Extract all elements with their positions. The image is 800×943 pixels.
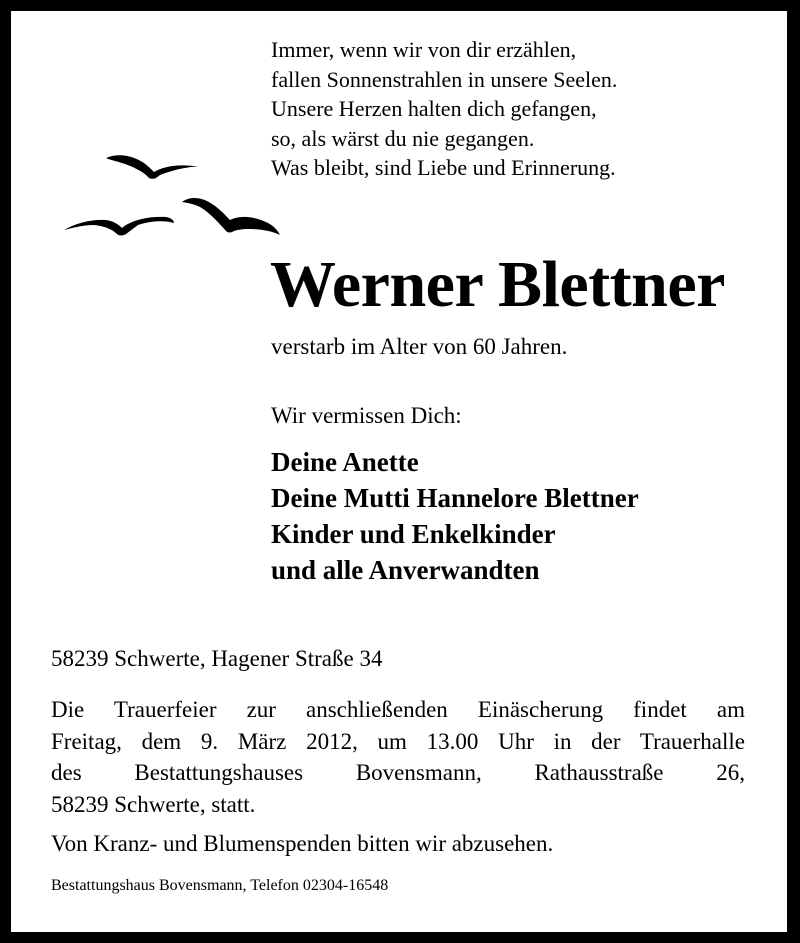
bird-icon — [106, 155, 200, 178]
mourners-intro: Wir vermissen Dich: — [271, 403, 462, 428]
mourner-name: Deine Anette — [271, 447, 419, 477]
bird-icon — [182, 198, 280, 235]
age-statement: verstarb im Alter von 60 Jahren. — [271, 334, 568, 359]
funeral-home-contact: Bestattungshaus Bovensmann, Telefon 02304-16548 — [51, 877, 389, 894]
ceremony-line: 58239 Schwerte, statt. — [51, 791, 256, 817]
bird-icon — [64, 217, 174, 236]
poem-line: so, als wärst du nie gegangen. — [271, 125, 535, 151]
mourner-name: Deine Mutti Hannelore Blettner — [271, 483, 639, 513]
poem-line: Unsere Herzen halten dich gefangen, — [271, 96, 597, 121]
family-address: 58239 Schwerte, Hagener Straße 34 — [51, 646, 383, 671]
flowers-note: Von Kranz- und Blumenspenden bitten wir abzusehen. — [51, 831, 554, 856]
ceremony-line: Die Trauerfeier zur anschließenden Einäscherung findet am — [51, 697, 745, 722]
flying-birds-icon — [58, 145, 288, 245]
poem-line: fallen Sonnenstrahlen in unsere Seelen. — [271, 66, 618, 92]
ceremony-line: Freitag, dem 9. März 2012, um 13.00 Uhr in der Trauerhalle — [51, 728, 745, 754]
deceased-name: Werner Blettner — [270, 248, 725, 321]
poem-line: Was bleibt, sind Liebe und Erinnerung. — [271, 155, 616, 180]
poem — [271, 35, 617, 183]
mourner-name: und alle Anverwandten — [271, 555, 540, 585]
ceremony-line: des Bestattungshauses Bovensmann, Rathausstraße 26, — [51, 760, 745, 785]
ceremony-paragraph — [51, 694, 745, 820]
mourners-list — [271, 444, 639, 588]
poem-line: Immer, wenn wir von dir erzählen, — [271, 37, 577, 62]
mourner-name: Kinder und Enkelkinder — [271, 519, 556, 549]
